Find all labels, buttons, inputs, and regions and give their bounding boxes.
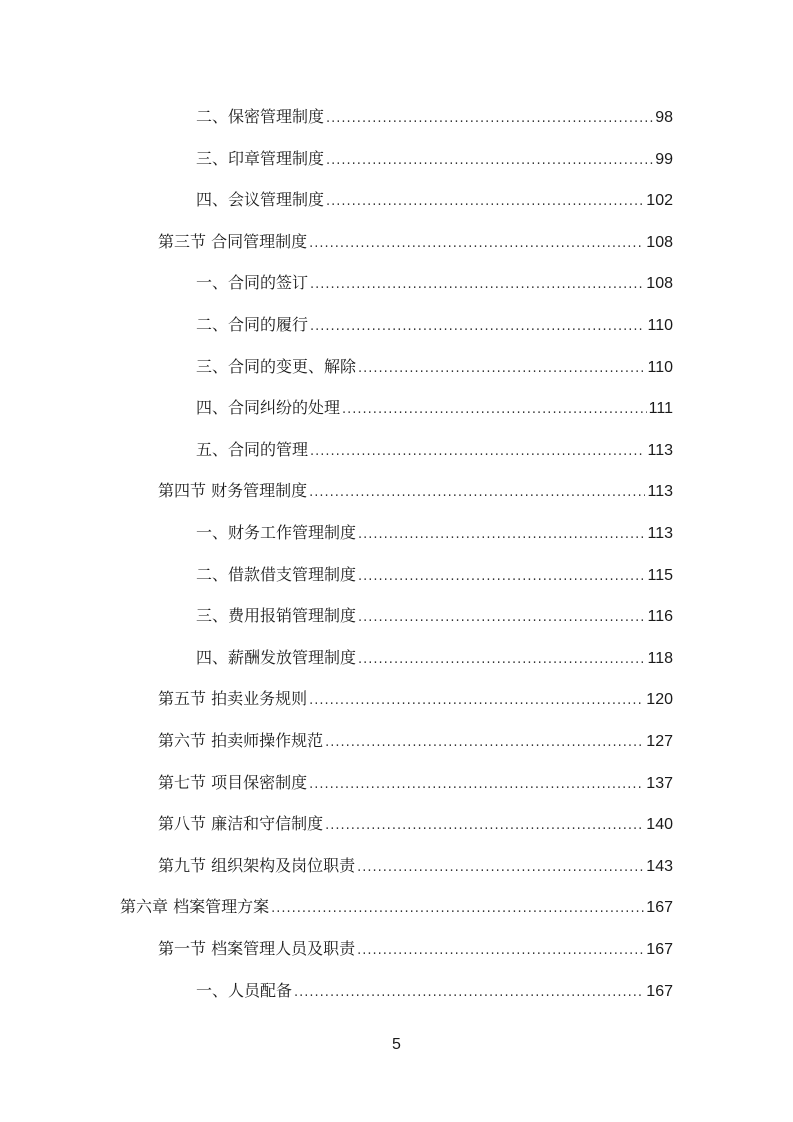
dot-leader (310, 306, 645, 348)
toc-entry-page: 108 (646, 275, 673, 293)
toc-entry[interactable] (196, 262, 673, 304)
toc-entry-title: 第六章 档案管理方案 (120, 897, 270, 917)
dot-leader (325, 722, 644, 764)
toc-entry[interactable] (196, 595, 673, 637)
toc-entry-title: 一、财务工作管理制度 (196, 523, 357, 542)
toc-entry-title: 第七节 项目保密制度 (158, 772, 308, 792)
dot-leader (309, 223, 644, 265)
dot-leader (309, 472, 645, 514)
toc-entry[interactable] (196, 429, 673, 471)
toc-entry-page: 118 (647, 649, 673, 667)
dot-leader (357, 847, 644, 889)
toc-entry-page: 115 (647, 566, 673, 584)
toc-entry-title: 第一节 档案管理人员及职责 (158, 939, 356, 958)
toc-entry-page: 99 (655, 150, 673, 168)
toc-entry-page: 110 (647, 358, 673, 376)
toc-entry[interactable] (196, 512, 673, 554)
toc-entry-title: 第四节 财务管理制度 (158, 481, 308, 501)
dot-leader (358, 639, 645, 681)
dot-leader (358, 514, 645, 556)
toc-entry[interactable] (196, 138, 673, 180)
toc-entry-page: 113 (647, 525, 673, 542)
dot-leader (310, 431, 645, 473)
dot-leader (358, 556, 645, 598)
toc-entry-page: 167 (646, 982, 673, 1000)
toc-entry-title: 四、合同纠纷的处理 (196, 398, 341, 418)
toc-entry-title: 二、保密管理制度 (196, 107, 325, 126)
toc-entry[interactable] (158, 470, 673, 512)
toc-entry-page: 113 (647, 441, 673, 459)
toc-entry-title: 第六节 拍卖师操作规范 (158, 731, 324, 750)
dot-leader (326, 140, 653, 182)
toc-entry[interactable] (158, 845, 673, 887)
toc-entry-title: 第八节 廉洁和守信制度 (158, 814, 324, 834)
toc-entry[interactable] (158, 678, 673, 720)
toc-entry-title: 二、借款借支管理制度 (196, 564, 357, 584)
toc-entry-page: 116 (647, 608, 673, 626)
toc-entry-title: 一、合同的签订 (196, 273, 309, 293)
toc-entry-page: 102 (646, 192, 673, 210)
dot-leader (310, 264, 644, 306)
toc-entry-page: 108 (646, 233, 673, 251)
dot-leader (294, 972, 644, 1014)
toc-entry-title: 三、合同的变更、解除 (196, 356, 357, 376)
dot-leader (342, 389, 647, 431)
toc-entry[interactable] (120, 886, 673, 928)
dot-leader (358, 348, 645, 390)
toc-entry[interactable] (196, 96, 673, 138)
dot-leader (309, 680, 644, 722)
toc-entry-title: 第五节 拍卖业务规则 (158, 689, 308, 709)
toc-entry-page: 167 (646, 899, 673, 917)
dot-leader (271, 888, 644, 930)
toc-entry-page: 113 (647, 483, 673, 501)
toc-entry-title: 三、费用报销管理制度 (196, 606, 357, 626)
toc-entry[interactable] (158, 221, 673, 263)
toc-entry[interactable] (158, 928, 673, 970)
toc-entry-title: 四、薪酬发放管理制度 (196, 647, 357, 667)
dot-leader (309, 764, 644, 806)
toc-entry[interactable] (196, 970, 673, 1012)
toc-entry-page: 120 (646, 691, 673, 709)
toc-entry-page: 127 (646, 733, 673, 750)
toc-entry-title: 第三节 合同管理制度 (158, 231, 308, 251)
toc-entry-title: 四、会议管理制度 (196, 190, 325, 210)
toc-entry-page: 140 (646, 816, 673, 834)
toc-entry[interactable] (158, 720, 673, 762)
toc-entry-title: 第九节 组织架构及岗位职责 (158, 855, 356, 875)
toc-entry-title: 一、人员配备 (196, 980, 293, 1000)
toc-entry-page: 167 (646, 941, 673, 958)
toc-entry-page: 110 (647, 317, 673, 334)
toc-entry[interactable] (196, 554, 673, 596)
toc-entry[interactable] (196, 637, 673, 679)
toc-entry-title: 三、印章管理制度 (196, 148, 325, 168)
dot-leader (326, 181, 644, 223)
toc-entry-title: 五、合同的管理 (196, 439, 309, 459)
toc-entry-page: 143 (646, 857, 673, 875)
toc-entry-page: 111 (648, 400, 673, 418)
toc-entry-title: 二、合同的履行 (196, 315, 309, 334)
page-number: 5 (392, 1036, 401, 1053)
dot-leader (358, 597, 645, 639)
toc-entry[interactable] (196, 387, 673, 429)
toc-entry[interactable] (158, 762, 673, 804)
dot-leader (357, 930, 644, 972)
toc-entry[interactable] (196, 304, 673, 346)
dot-leader (325, 805, 644, 847)
toc-entry-page: 137 (646, 774, 673, 792)
toc-entry[interactable] (158, 803, 673, 845)
dot-leader (326, 98, 653, 140)
toc-entry[interactable] (196, 346, 673, 388)
toc-entry[interactable] (196, 179, 673, 221)
toc-entry-page: 98 (655, 109, 673, 126)
